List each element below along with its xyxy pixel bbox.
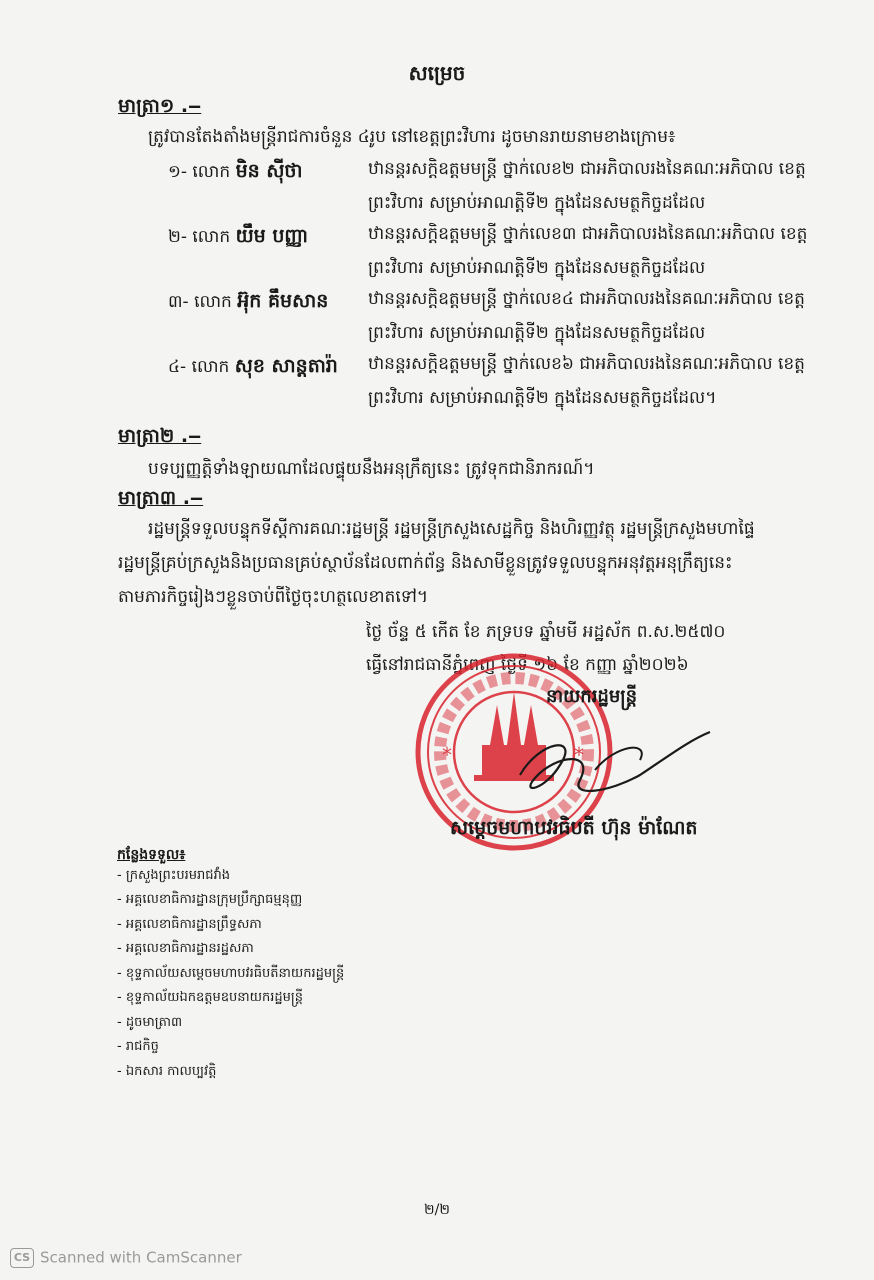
appointee-1: [168, 159, 303, 187]
signer-title: នាយករដ្ឋមន្ត្រី: [546, 686, 638, 707]
appointee-1-description: ឋានន្តរសក្តិឧត្តមមន្ត្រី ថ្នាក់លេខ២ ជាអភិបាលរងនៃគណៈអភិបាល ខេត្តព្រះវិហារ សម្រាប់អាណត្តិទី២ ក្នុងដែនសមត្ថកិច្ចដដែល: [368, 159, 806, 213]
svg-text:*: *: [574, 743, 584, 767]
article-2-text: បទប្បញ្ញត្តិទាំងឡាយណាដែលផ្ទុយនឹងអនុក្រឹត្យនេះ ត្រូវទុកជានិរាករណ៍។: [148, 459, 595, 479]
appointee-3-description: ឋានន្តរសក្តិឧត្តមមន្ត្រី ថ្នាក់លេខ៤ ជាអភិបាលរងនៃគណៈអភិបាល ខេត្តព្រះវិហារ សម្រាប់អាណត្តិទី២ ក្នុងដែនសមត្ថកិច្ចដដែល: [368, 289, 805, 343]
appointee-2: [168, 224, 308, 252]
svg-text:*: *: [442, 743, 452, 767]
appointee-number: ៣- លោក: [168, 292, 232, 312]
recipient-item: - ក្រសួងព្រះបរមរាជវាំង: [117, 868, 231, 883]
appointee-name: អ៊ុក គឹមសាន: [237, 290, 329, 312]
recipient-item: - ខុទ្ទកាល័យសម្តេចមហាបវរធិបតីនាយករដ្ឋមន្ត្រី: [117, 966, 345, 981]
article-1-intro: ត្រូវបានតែងតាំងមន្ត្រីរាជការចំនួន ៤រូប នៅខេត្តព្រះវិហារ ដូចមានរាយនាមខាងក្រោម៖: [148, 127, 676, 147]
appointee-number: ១- លោក: [168, 162, 231, 182]
recipient-item: - រាជកិច្ច: [117, 1039, 159, 1054]
recipient-item: - ដូចមាត្រា៣: [117, 1015, 183, 1030]
recipient-item: - ខុទ្ទកាល័យឯកឧត្តមឧបនាយករដ្ឋមន្ត្រី: [117, 990, 303, 1005]
document-title: សម្រេច: [408, 61, 466, 85]
appointee-name: មិន ស៊ីថា: [235, 160, 303, 182]
appointee-4-description: ឋានន្តរសក្តិឧត្តមមន្ត្រី ថ្នាក់លេខ៦ ជាអភិបាលរងនៃគណៈអភិបាល ខេត្តព្រះវិហារ សម្រាប់អាណត្តិទី២ ក្នុងដែនសមត្ថកិច្ចដដែល។: [368, 354, 805, 408]
appointee-number: ៤- លោក: [168, 357, 230, 377]
appointee-name: សុខ សាន្តតារ៉ា: [234, 355, 338, 377]
signer-name: សម្តេចមហាបវរធិបតី ហ៊ុន ម៉ាណែត: [450, 817, 698, 839]
article-3-heading: មាត្រា៣ .‒: [118, 487, 204, 509]
page-number: ២/២: [424, 1202, 450, 1218]
recipient-item: - អគ្គលេខាធិការដ្ឋានព្រឹទ្ធសភា: [117, 917, 262, 932]
appointee-name: យឹម បញ្ញា: [235, 225, 309, 247]
camscanner-logo-icon: CS: [10, 1248, 34, 1268]
recipients-heading: កន្លែងទទួល៖: [117, 847, 186, 863]
article-3-line: រដ្ឋមន្ត្រីគ្រប់ក្រសួងនិងប្រធានគ្រប់ស្ថាប័នដែលពាក់ព័ន្ធ និងសាមីខ្លួនត្រូវទទួលបន្ទុកអនុវត្តអនុក្រឹត្យនេះ: [118, 553, 733, 573]
article-3-line: តាមភារកិច្ចរៀងៗខ្លួនចាប់ពីថ្ងៃចុះហត្ថលេខាតទៅ។: [118, 587, 429, 607]
appointee-2-description: ឋានន្តរសក្តិឧត្តមមន្ត្រី ថ្នាក់លេខ៣ ជាអភិបាលរងនៃគណៈអភិបាល ខេត្តព្រះវិហារ សម្រាប់អាណត្តិទី២ ក្នុងដែនសមត្ថកិច្ចដដែល: [368, 224, 808, 278]
date-lunar: ថ្ងៃ ច័ន្ទ ៥ កើត ខែ ភទ្របទ ឆ្នាំមមី អដ្ឋស័ក ព.ស.២៥៧០: [366, 622, 726, 642]
appointee-4: [168, 354, 338, 382]
camscanner-text: Scanned with CamScanner: [40, 1248, 242, 1267]
camscanner-watermark: [10, 1248, 242, 1268]
appointee-number: ២- លោក: [168, 227, 231, 247]
article-1-heading: មាត្រា១ .‒: [118, 95, 202, 117]
handwritten-signature: [500, 720, 715, 800]
recipient-item: - ឯកសារ កាលប្បវត្តិ: [117, 1064, 217, 1079]
recipient-item: - អគ្គលេខាធិការដ្ឋានរដ្ឋសភា: [117, 941, 254, 956]
recipient-item: - អគ្គលេខាធិការដ្ឋានក្រុមប្រឹក្សាធម្មនុញ្ញ: [117, 892, 303, 907]
appointee-3: [168, 289, 328, 317]
article-2-heading: មាត្រា២ .‒: [118, 425, 202, 447]
article-3-line: រដ្ឋមន្ត្រីទទួលបន្ទុកទីស្តីការគណៈរដ្ឋមន្ត្រី រដ្ឋមន្ត្រីក្រសួងសេដ្ឋកិច្ច និងហិរញ្ញវត្ថុ រដ្ឋមន្ត្រីក្រសួងមហាផ្ទៃ: [148, 519, 755, 539]
date-solar: ធ្វើនៅរាជធានីភ្នំពេញ ថ្ងៃទី ១៦ ខែ កញ្ញា ឆ្នាំ២០២៦: [366, 655, 689, 675]
